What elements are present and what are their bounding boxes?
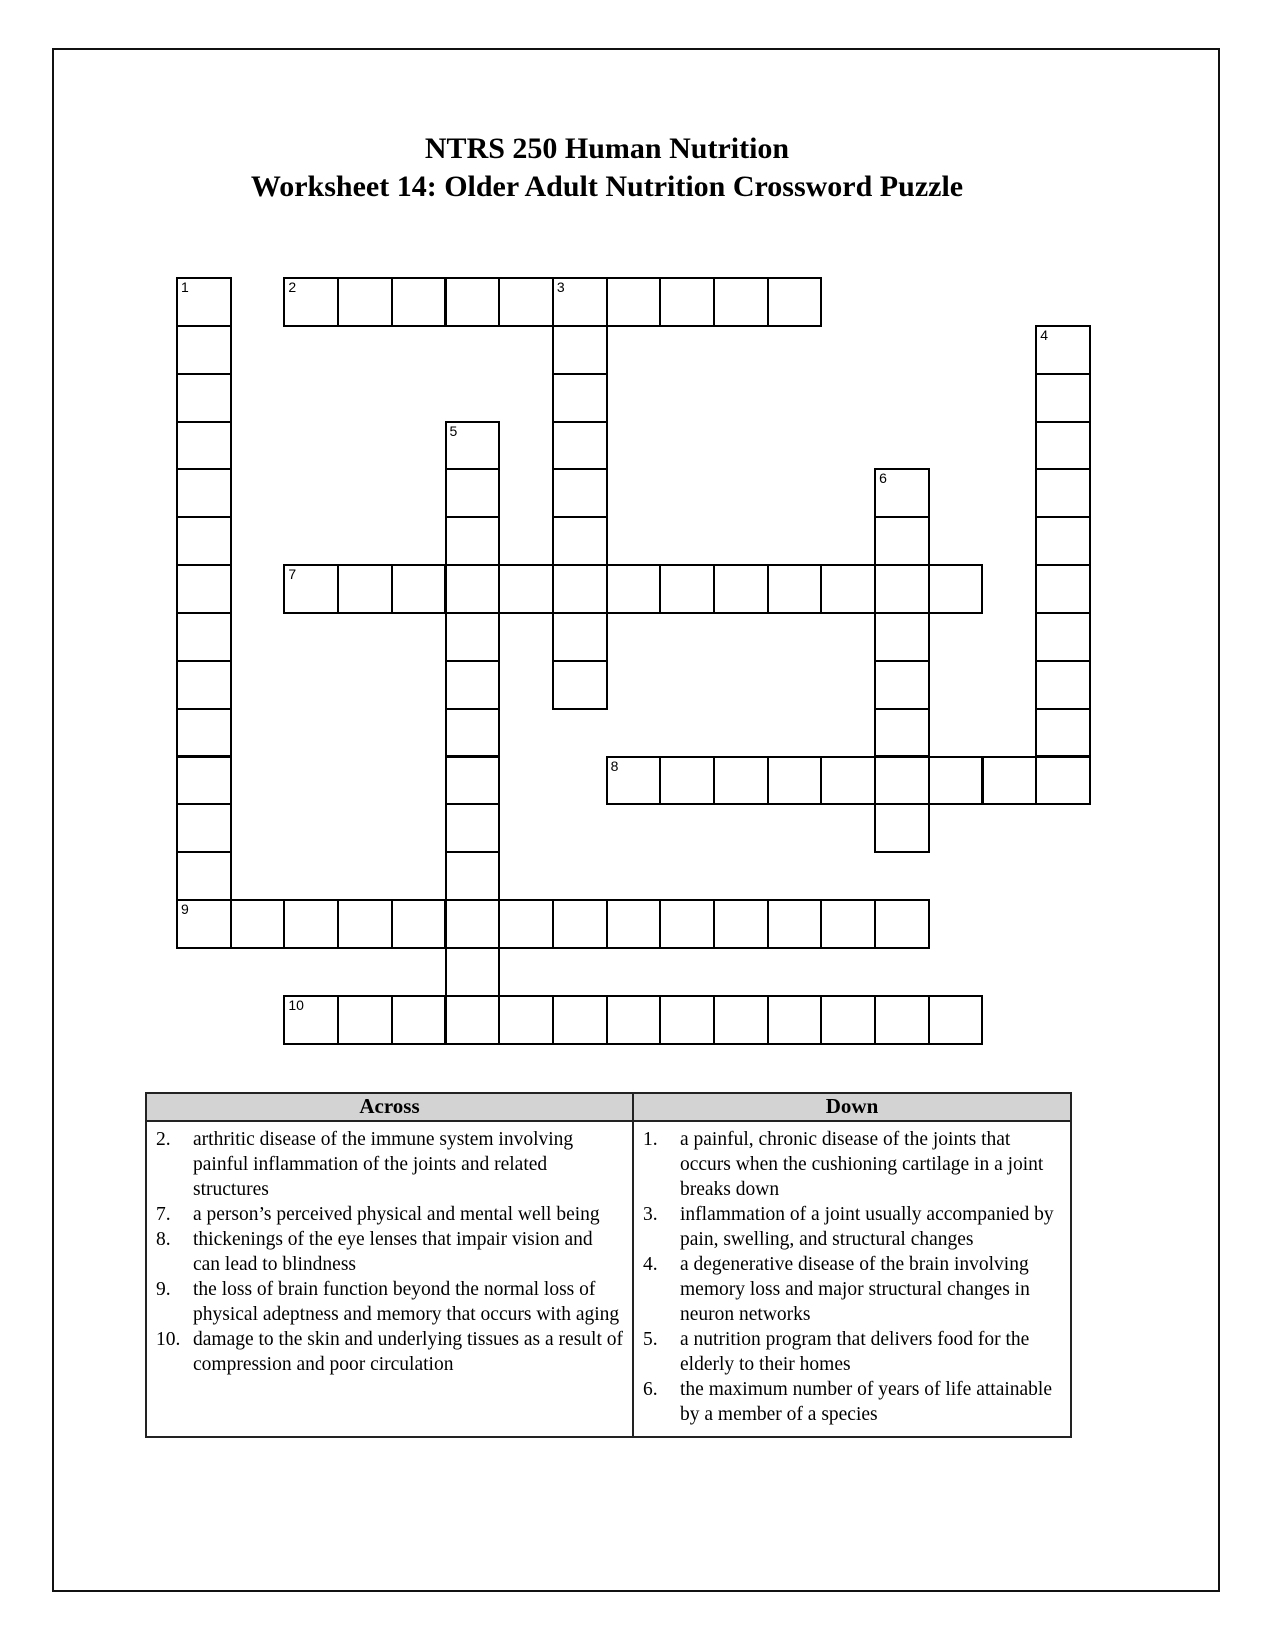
grid-cell-6[interactable] bbox=[874, 468, 930, 518]
grid-cell[interactable] bbox=[176, 803, 232, 853]
grid-cell[interactable] bbox=[767, 756, 823, 806]
cell-number: 3 bbox=[556, 279, 565, 295]
grid-cell[interactable] bbox=[498, 277, 554, 327]
grid-cell[interactable] bbox=[176, 660, 232, 710]
grid-cell[interactable] bbox=[1035, 756, 1091, 806]
clue-item bbox=[147, 1202, 632, 1227]
cell-number: 5 bbox=[449, 422, 458, 439]
grid-cell[interactable] bbox=[874, 899, 930, 949]
clue-text: a person’s perceived physical and mental well being bbox=[193, 1204, 600, 1225]
clue-table bbox=[145, 1092, 1072, 1438]
clue-number: 5. bbox=[643, 1329, 658, 1350]
cell-number: 9 bbox=[181, 901, 189, 918]
grid-cell[interactable] bbox=[874, 612, 930, 662]
grid-cell[interactable] bbox=[230, 899, 286, 949]
clue-item bbox=[147, 1327, 632, 1377]
clue-item bbox=[147, 1277, 632, 1327]
grid-cell[interactable] bbox=[176, 612, 232, 662]
clue-number: 2. bbox=[156, 1129, 171, 1150]
grid-cell[interactable] bbox=[1035, 708, 1091, 758]
grid-cell[interactable] bbox=[176, 564, 232, 614]
grid-cell[interactable] bbox=[659, 995, 715, 1045]
cell-number: 10 bbox=[288, 996, 304, 1013]
grid-cell[interactable] bbox=[552, 468, 608, 518]
grid-cell[interactable] bbox=[874, 995, 930, 1045]
grid-cell[interactable] bbox=[767, 277, 823, 327]
clue-item bbox=[634, 1252, 1070, 1327]
grid-cell[interactable] bbox=[928, 756, 984, 806]
clue-table-header-row bbox=[147, 1094, 1070, 1122]
down-header: Down bbox=[632, 1094, 1070, 1120]
grid-cell[interactable] bbox=[445, 708, 501, 758]
clue-number: 10. bbox=[156, 1329, 181, 1350]
grid-cell[interactable] bbox=[820, 995, 876, 1045]
grid-cell[interactable] bbox=[713, 756, 769, 806]
grid-cell[interactable] bbox=[445, 516, 501, 566]
grid-cell[interactable] bbox=[391, 995, 447, 1045]
grid-cell[interactable] bbox=[445, 851, 501, 901]
grid-cell[interactable] bbox=[552, 995, 608, 1045]
grid-cell[interactable] bbox=[176, 708, 232, 758]
grid-cell[interactable] bbox=[176, 756, 232, 806]
clue-number: 7. bbox=[156, 1204, 171, 1225]
grid-cell[interactable] bbox=[874, 803, 930, 853]
grid-cell[interactable] bbox=[713, 995, 769, 1045]
grid-cell[interactable] bbox=[820, 899, 876, 949]
clue-item bbox=[634, 1127, 1070, 1202]
cell-number: 8 bbox=[610, 757, 619, 774]
grid-cell[interactable] bbox=[874, 516, 930, 566]
grid-cell[interactable] bbox=[767, 899, 823, 949]
cell-number: 6 bbox=[879, 470, 887, 487]
grid-cell[interactable] bbox=[1035, 612, 1091, 662]
grid-cell-5[interactable] bbox=[445, 421, 501, 471]
cell-number: 2 bbox=[288, 279, 297, 295]
clue-table-body bbox=[147, 1122, 1070, 1436]
grid-cell[interactable] bbox=[391, 564, 447, 614]
grid-cell-1[interactable] bbox=[176, 277, 232, 327]
grid-cell[interactable] bbox=[337, 995, 393, 1045]
grid-cell[interactable] bbox=[713, 899, 769, 949]
grid-cell[interactable] bbox=[445, 564, 501, 614]
grid-cell[interactable] bbox=[337, 899, 393, 949]
grid-cell[interactable] bbox=[982, 756, 1038, 806]
clue-number: 4. bbox=[643, 1254, 658, 1275]
grid-cell[interactable] bbox=[713, 277, 769, 327]
grid-cell[interactable] bbox=[176, 325, 232, 375]
grid-cell[interactable] bbox=[1035, 373, 1091, 423]
grid-cell[interactable] bbox=[445, 899, 501, 949]
grid-cell[interactable] bbox=[337, 277, 393, 327]
grid-cell[interactable] bbox=[552, 899, 608, 949]
grid-cell[interactable] bbox=[552, 612, 608, 662]
grid-cell[interactable] bbox=[1035, 468, 1091, 518]
grid-cell-3[interactable] bbox=[552, 277, 608, 327]
down-clue-list bbox=[632, 1122, 1070, 1436]
clue-text: arthritic disease of the immune system involving painful inflammation of the joints and related structures bbox=[193, 1129, 574, 1200]
grid-cell[interactable] bbox=[176, 421, 232, 471]
clue-text: a painful, chronic disease of the joints that occurs when the cushioning cartilage in a joint breaks down bbox=[680, 1129, 1044, 1200]
grid-cell[interactable] bbox=[552, 325, 608, 375]
grid-cell[interactable] bbox=[445, 468, 501, 518]
grid-cell[interactable] bbox=[606, 277, 662, 327]
clue-item bbox=[634, 1327, 1070, 1377]
grid-cell[interactable] bbox=[552, 421, 608, 471]
cell-number: 7 bbox=[288, 566, 297, 583]
grid-cell-7[interactable] bbox=[283, 564, 339, 614]
clue-number: 9. bbox=[156, 1279, 171, 1300]
grid-cell[interactable] bbox=[606, 899, 662, 949]
grid-cell-10[interactable] bbox=[283, 995, 339, 1045]
clue-item bbox=[147, 1227, 632, 1277]
title-block bbox=[52, 130, 1162, 206]
grid-cell-9[interactable] bbox=[176, 899, 232, 949]
grid-cell[interactable] bbox=[176, 851, 232, 901]
clue-text: the maximum number of years of life attainable by a member of a species bbox=[680, 1379, 1052, 1425]
cell-number: 1 bbox=[181, 279, 189, 295]
course-title: NTRS 250 Human Nutrition bbox=[424, 132, 790, 165]
crossword-grid bbox=[176, 277, 1091, 1045]
clue-number: 3. bbox=[643, 1204, 658, 1225]
worksheet-title: Worksheet 14: Older Adult Nutrition Crossword Puzzle bbox=[250, 170, 964, 203]
grid-cell-4[interactable] bbox=[1035, 325, 1091, 375]
across-clue-list bbox=[147, 1122, 632, 1436]
grid-cell[interactable] bbox=[176, 373, 232, 423]
grid-cell[interactable] bbox=[552, 660, 608, 710]
grid-cell[interactable] bbox=[445, 803, 501, 853]
grid-cell[interactable] bbox=[445, 947, 501, 997]
grid-cell[interactable] bbox=[874, 708, 930, 758]
grid-cell[interactable] bbox=[659, 756, 715, 806]
clue-number: 6. bbox=[643, 1379, 658, 1400]
clue-text: a nutrition program that delivers food for the elderly to their homes bbox=[680, 1329, 1030, 1375]
grid-cell[interactable] bbox=[659, 564, 715, 614]
grid-cell[interactable] bbox=[391, 277, 447, 327]
grid-cell[interactable] bbox=[1035, 421, 1091, 471]
cell-number: 4 bbox=[1040, 326, 1048, 343]
clue-text: inflammation of a joint usually accompanied by pain, swelling, and structural changes bbox=[680, 1204, 1054, 1250]
grid-cell[interactable] bbox=[445, 277, 501, 327]
grid-cell[interactable] bbox=[874, 756, 930, 806]
clue-item bbox=[147, 1127, 632, 1202]
grid-cell[interactable] bbox=[283, 899, 339, 949]
grid-cell[interactable] bbox=[928, 995, 984, 1045]
grid-cell[interactable] bbox=[713, 564, 769, 614]
clue-number: 1. bbox=[643, 1129, 658, 1150]
clue-text: the loss of brain function beyond the normal loss of physical adeptness and memory that occurs with aging bbox=[193, 1279, 620, 1325]
grid-cell[interactable] bbox=[767, 564, 823, 614]
grid-cell[interactable] bbox=[659, 899, 715, 949]
grid-cell[interactable] bbox=[767, 995, 823, 1045]
grid-cell-2[interactable] bbox=[283, 277, 339, 327]
clue-text: damage to the skin and underlying tissues as a result of compression and poor circulation bbox=[193, 1329, 623, 1375]
clue-text: a degenerative disease of the brain involving memory loss and major structural changes in neuron networks bbox=[680, 1254, 1030, 1325]
grid-cell[interactable] bbox=[552, 564, 608, 614]
grid-cell-8[interactable] bbox=[606, 756, 662, 806]
grid-cell[interactable] bbox=[874, 660, 930, 710]
grid-cell[interactable] bbox=[176, 468, 232, 518]
grid-cell[interactable] bbox=[445, 995, 501, 1045]
clue-item bbox=[634, 1202, 1070, 1252]
across-header: Across bbox=[359, 1094, 420, 1118]
clue-text: thickenings of the eye lenses that impair vision and can lead to blindness bbox=[193, 1229, 593, 1275]
grid-cell[interactable] bbox=[659, 277, 715, 327]
grid-cell[interactable] bbox=[1035, 516, 1091, 566]
grid-cell[interactable] bbox=[606, 564, 662, 614]
grid-cell[interactable] bbox=[176, 516, 232, 566]
grid-cell[interactable] bbox=[552, 516, 608, 566]
clue-item bbox=[634, 1377, 1070, 1427]
grid-cell[interactable] bbox=[1035, 660, 1091, 710]
grid-cell[interactable] bbox=[498, 564, 554, 614]
grid-cell[interactable] bbox=[1035, 564, 1091, 614]
grid-cell[interactable] bbox=[552, 373, 608, 423]
grid-cell[interactable] bbox=[445, 612, 501, 662]
grid-cell[interactable] bbox=[445, 660, 501, 710]
grid-cell[interactable] bbox=[337, 564, 393, 614]
grid-cell[interactable] bbox=[498, 995, 554, 1045]
grid-cell[interactable] bbox=[820, 564, 876, 614]
grid-cell[interactable] bbox=[820, 756, 876, 806]
grid-cell[interactable] bbox=[498, 899, 554, 949]
grid-cell[interactable] bbox=[928, 564, 984, 614]
grid-cell[interactable] bbox=[445, 756, 501, 806]
grid-cell[interactable] bbox=[606, 995, 662, 1045]
grid-cell[interactable] bbox=[391, 899, 447, 949]
clue-number: 8. bbox=[156, 1229, 171, 1250]
grid-cell[interactable] bbox=[874, 564, 930, 614]
